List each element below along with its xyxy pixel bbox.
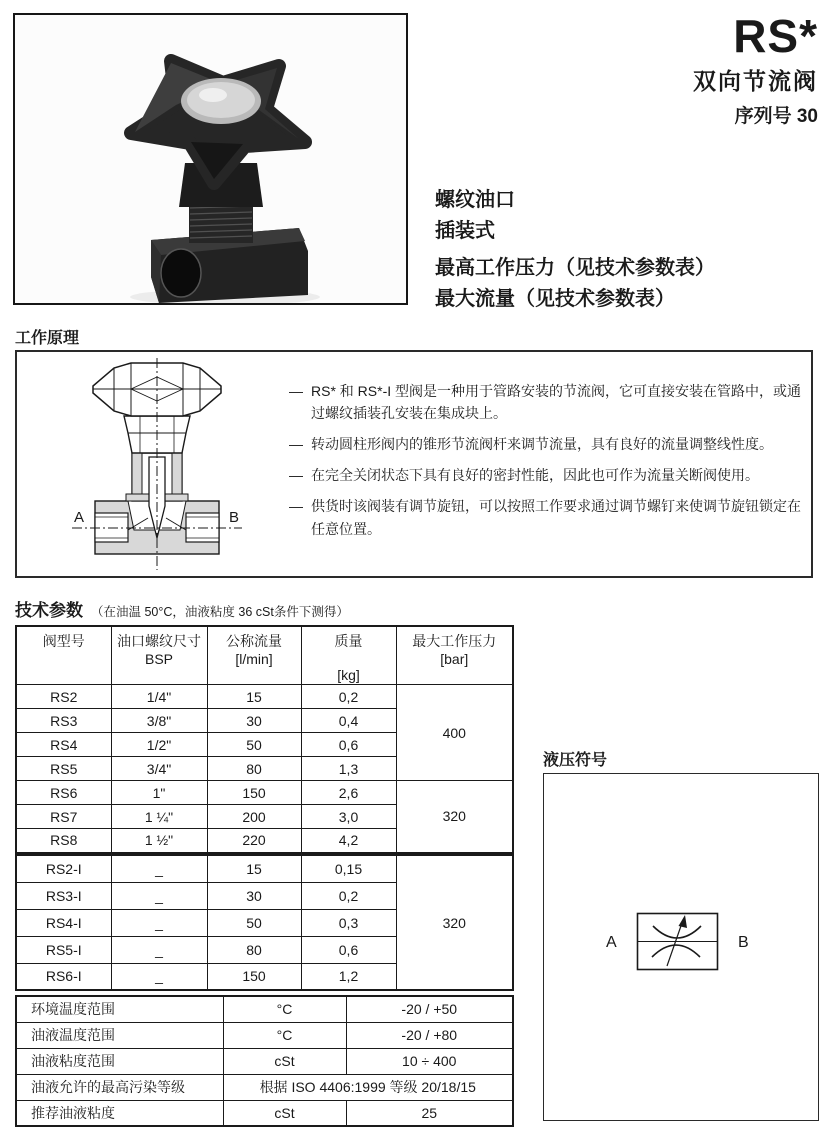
valve-product-photo — [15, 15, 406, 303]
knob-cap-glint — [199, 88, 227, 102]
table-cell: _ — [111, 936, 207, 963]
table-cell: 0,15 — [301, 855, 396, 882]
table-cell: 3/8" — [111, 709, 207, 733]
condition-label: 油液允许的最高污染等级 — [16, 1074, 223, 1100]
table-cell: 80 — [207, 757, 301, 781]
condition-label: 推荐油液粘度 — [16, 1100, 223, 1126]
notes-block — [435, 253, 715, 315]
principle-bullet — [289, 380, 803, 424]
table-cell: RS8 — [16, 829, 111, 853]
working-principle-heading: 工作原理 — [15, 330, 80, 347]
product-photo-frame — [13, 13, 408, 305]
table-row — [16, 996, 513, 1022]
table-cell: 1 ¼" — [111, 805, 207, 829]
table-cell: _ — [111, 882, 207, 909]
port-b-label: B — [229, 509, 240, 526]
condition-value: 10 ÷ 400 — [346, 1048, 513, 1074]
bullet-dash: — — [289, 498, 303, 515]
tech-params-heading-row — [15, 596, 349, 621]
port-hole — [161, 249, 201, 297]
principle-bullet-list — [289, 380, 803, 549]
table-cell: 1/2" — [111, 733, 207, 757]
table-cell: 0,3 — [301, 909, 396, 936]
table-cell: 0,6 — [301, 936, 396, 963]
table-cell: 220 — [207, 829, 301, 853]
bullet-text: 在完全关闭状态下具有良好的密封性能，因此也可作为流量关断阀使用。 — [311, 467, 759, 484]
table-cell: RS3 — [16, 709, 111, 733]
table-cell: RS2 — [16, 685, 111, 709]
principle-bullet — [289, 495, 803, 539]
table-cell: RS4 — [16, 733, 111, 757]
table-cell: 200 — [207, 805, 301, 829]
operating-conditions-table — [15, 995, 514, 1127]
valve-cross-section-drawing — [62, 358, 252, 570]
table-cell: 1" — [111, 781, 207, 805]
table-cell: 1,3 — [301, 757, 396, 781]
feature-line-ports: 螺纹油口 — [435, 189, 515, 211]
table-cell: 1,2 — [301, 963, 396, 990]
series-number: 序列号 30 — [734, 106, 818, 127]
port-b-label: B — [738, 934, 749, 951]
table-cell: 4,2 — [301, 829, 396, 853]
condition-unit: °C — [223, 996, 346, 1022]
bullet-dash: — — [289, 383, 303, 399]
bullet-dash: — — [289, 467, 303, 484]
table-cell: 150 — [207, 963, 301, 990]
col-header-port-size: 油口螺纹尺寸 BSP — [111, 626, 207, 685]
table-cell: 0,6 — [301, 733, 396, 757]
table-cell: 0,2 — [301, 685, 396, 709]
table-row — [16, 781, 513, 805]
table-cell: RS4-I — [16, 909, 111, 936]
table-cell: 3/4" — [111, 757, 207, 781]
table-cell: 1 ½" — [111, 829, 207, 853]
condition-unit: °C — [223, 1022, 346, 1048]
pressure-group-cell: 400 — [396, 685, 513, 781]
hydraulic-symbol-heading: 液压符号 — [543, 752, 608, 769]
table-cell: _ — [111, 855, 207, 882]
test-condition-note: （在油温 50°C，油液粘度 36 cSt条件下测得） — [91, 605, 349, 619]
col-header-model: 阀型号 — [16, 626, 111, 685]
pressure-group-cell: 320 — [396, 855, 513, 990]
table-cell: RS6 — [16, 781, 111, 805]
table-cell: RS3-I — [16, 882, 111, 909]
title-block — [420, 10, 818, 128]
working-principle-box — [15, 350, 813, 578]
bullet-text: RS* 和 RS*-I 型阀是一种用于管路安装的节流阀，它可直接安装在管路中，或通过螺纹插装孔安装在集成块上。 — [311, 383, 802, 422]
table-cell: _ — [111, 909, 207, 936]
insert-variant-table — [15, 854, 514, 991]
table-cell: 50 — [207, 909, 301, 936]
table-cell: 15 — [207, 855, 301, 882]
condition-value: -20 / +80 — [346, 1022, 513, 1048]
tech-params-table — [15, 625, 514, 854]
tech-params-heading: 技术参数 — [15, 601, 83, 620]
condition-unit: cSt — [223, 1048, 346, 1074]
table-cell: RS7 — [16, 805, 111, 829]
table-cell: RS5-I — [16, 936, 111, 963]
condition-label: 油液温度范围 — [16, 1022, 223, 1048]
feature-line-cartridge: 插装式 — [435, 220, 495, 242]
condition-unit: cSt — [223, 1100, 346, 1126]
table-cell: RS5 — [16, 757, 111, 781]
table-cell: 80 — [207, 936, 301, 963]
pressure-note: 最高工作压力（见技术参数表） — [435, 257, 715, 279]
table-cell: 2,6 — [301, 781, 396, 805]
table-cell: 150 — [207, 781, 301, 805]
table-cell: 30 — [207, 882, 301, 909]
pressure-group-cell: 320 — [396, 781, 513, 853]
condition-value-merged: 根据 ISO 4406:1999 等级 20/18/15 — [223, 1074, 513, 1100]
col-header-mass: 质量 [kg] — [301, 626, 396, 685]
table-cell: _ — [111, 963, 207, 990]
table-row — [16, 1074, 513, 1100]
table-row — [16, 1048, 513, 1074]
table-cell: RS2-I — [16, 855, 111, 882]
condition-label: 油液粘度范围 — [16, 1048, 223, 1074]
bullet-text: 转动圆柱形阀内的锥形节流阀杆来调节流量，具有良好的流量调整线性度。 — [311, 436, 773, 453]
model-title: RS* — [733, 10, 818, 62]
table-row — [16, 1100, 513, 1126]
table-row — [16, 1022, 513, 1048]
table-cell: 0,2 — [301, 882, 396, 909]
condition-label: 环境温度范围 — [16, 996, 223, 1022]
condition-value: 25 — [346, 1100, 513, 1126]
port-a-label: A — [606, 934, 617, 951]
table-cell: 15 — [207, 685, 301, 709]
hydraulic-symbol-box — [543, 773, 819, 1121]
table-cell: RS6-I — [16, 963, 111, 990]
principle-bullet — [289, 464, 803, 486]
table-cell: 30 — [207, 709, 301, 733]
table-row — [16, 685, 513, 709]
table-cell: 0,4 — [301, 709, 396, 733]
table-cell: 1/4" — [111, 685, 207, 709]
model-subtitle: 双向节流阀 — [693, 68, 818, 94]
col-header-pressure: 最大工作压力 [bar] — [396, 626, 513, 685]
condition-value: -20 / +50 — [346, 996, 513, 1022]
feature-block — [435, 185, 515, 247]
table-cell: 3,0 — [301, 805, 396, 829]
table-header-row — [16, 626, 513, 685]
principle-bullet — [289, 433, 803, 455]
bullet-text: 供货时该阀装有调节旋钮，可以按照工作要求通过调节螺钉来使调节旋钮锁定在任意位置。 — [311, 498, 801, 537]
throttle-valve-symbol — [592, 889, 782, 999]
bullet-dash: — — [289, 436, 303, 453]
col-header-flow: 公称流量 [l/min] — [207, 626, 301, 685]
flow-note: 最大流量（见技术参数表） — [435, 288, 675, 310]
table-cell: 50 — [207, 733, 301, 757]
port-a-label: A — [74, 509, 85, 526]
table-row — [16, 855, 513, 882]
